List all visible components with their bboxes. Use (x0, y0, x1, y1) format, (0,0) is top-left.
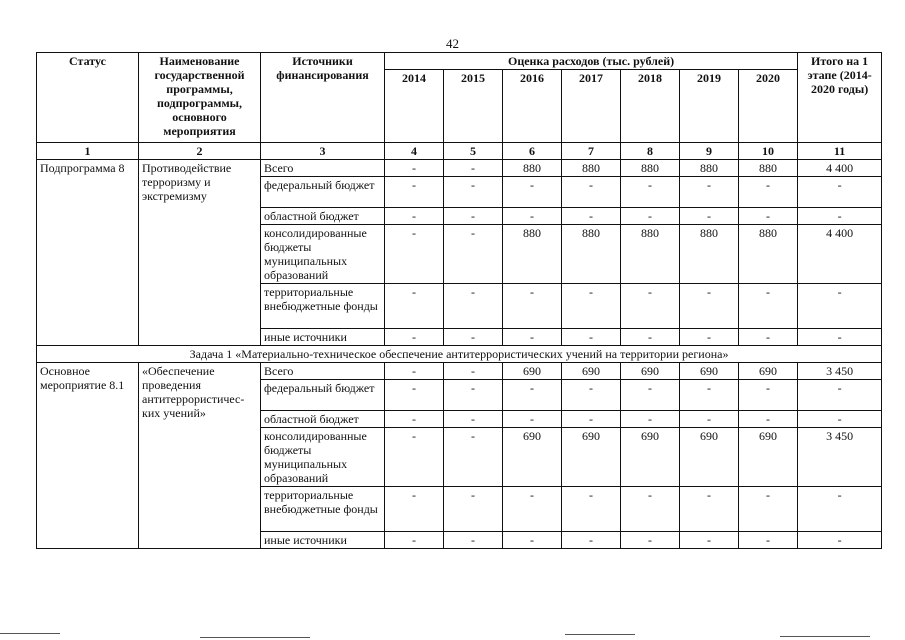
value-cell: - (503, 532, 562, 549)
column-number: 10 (739, 143, 798, 160)
total-cell: - (798, 487, 882, 532)
value-cell: 880 (680, 160, 739, 177)
source-cell: территориальные внебюджетные фонды (261, 284, 385, 329)
value-cell: 690 (621, 363, 680, 380)
value-cell: - (385, 487, 444, 532)
value-cell: - (503, 487, 562, 532)
budget-table (36, 52, 882, 549)
scan-mark (0, 633, 60, 634)
value-cell: - (739, 208, 798, 225)
header-status: Статус (37, 53, 139, 143)
column-number: 1 (37, 143, 139, 160)
task-row (37, 346, 882, 363)
scan-mark (200, 637, 310, 638)
column-number: 11 (798, 143, 882, 160)
value-cell: - (680, 532, 739, 549)
value-cell: - (739, 329, 798, 346)
value-cell: - (562, 208, 621, 225)
value-cell: 880 (503, 160, 562, 177)
year-header: 2020 (739, 70, 798, 143)
value-cell: 880 (739, 225, 798, 284)
status-cell: Основное мероприятие 8.1 (37, 363, 139, 549)
source-cell: областной бюджет (261, 208, 385, 225)
value-cell: - (739, 380, 798, 411)
value-cell: - (385, 177, 444, 208)
value-cell: - (621, 532, 680, 549)
value-cell: - (739, 532, 798, 549)
value-cell: - (444, 428, 503, 487)
year-header: 2014 (385, 70, 444, 143)
value-cell: - (621, 411, 680, 428)
value-cell: - (444, 160, 503, 177)
year-header: 2019 (680, 70, 739, 143)
source-cell: федеральный бюджет (261, 177, 385, 208)
page-number: 42 (446, 36, 459, 51)
value-cell: 690 (680, 428, 739, 487)
total-cell: - (798, 208, 882, 225)
source-cell: консолидированные бюджеты муниципальных образований (261, 225, 385, 284)
year-header: 2018 (621, 70, 680, 143)
scan-mark (780, 636, 870, 637)
value-cell: - (680, 329, 739, 346)
value-cell: - (444, 411, 503, 428)
main-activity-block (37, 363, 882, 549)
source-cell: консолидированные бюджеты муниципальных образований (261, 428, 385, 487)
source-cell: федеральный бюджет (261, 380, 385, 411)
column-number-row (37, 143, 882, 160)
total-cell: - (798, 284, 882, 329)
header-sources: Источники финансирования (261, 53, 385, 143)
value-cell: - (562, 284, 621, 329)
value-cell: - (385, 329, 444, 346)
source-cell: территориальные внебюджетные фонды (261, 487, 385, 532)
value-cell: - (621, 177, 680, 208)
total-cell: - (798, 380, 882, 411)
value-cell: - (562, 329, 621, 346)
value-cell: - (385, 225, 444, 284)
year-header: 2017 (562, 70, 621, 143)
value-cell: - (503, 380, 562, 411)
value-cell: 880 (621, 160, 680, 177)
value-cell: - (562, 177, 621, 208)
value-cell: - (444, 487, 503, 532)
value-cell: - (621, 487, 680, 532)
value-cell: - (385, 411, 444, 428)
table-row (37, 160, 882, 177)
source-cell: областной бюджет (261, 411, 385, 428)
value-cell: - (444, 363, 503, 380)
value-cell: - (680, 284, 739, 329)
value-cell: 880 (562, 225, 621, 284)
task-title: Задача 1 «Материально-техническое обеспечение антитеррористических учений на территории региона» (37, 346, 882, 363)
source-cell: Всего (261, 363, 385, 380)
value-cell: - (562, 532, 621, 549)
value-cell: - (385, 208, 444, 225)
program-name-cell: «Обеспечение проведения антитеррористичес-ких учений» (139, 363, 261, 549)
value-cell: 690 (739, 363, 798, 380)
total-cell: - (798, 411, 882, 428)
column-number: 6 (503, 143, 562, 160)
value-cell: 880 (680, 225, 739, 284)
header-expenses: Оценка расходов (тыс. рублей) (385, 53, 798, 70)
value-cell: 690 (562, 428, 621, 487)
total-cell: 3 450 (798, 428, 882, 487)
scan-mark (565, 634, 635, 635)
value-cell: - (385, 380, 444, 411)
value-cell: - (503, 411, 562, 428)
value-cell: 880 (621, 225, 680, 284)
subprogram-block (37, 160, 882, 346)
value-cell: - (680, 208, 739, 225)
value-cell: 690 (739, 428, 798, 487)
value-cell: - (503, 329, 562, 346)
value-cell: 690 (503, 428, 562, 487)
header-program-name: Наименование государственной программы, подпрограммы, основного мероприятия (139, 53, 261, 143)
column-number: 5 (444, 143, 503, 160)
value-cell: - (739, 284, 798, 329)
status-cell: Подпрограмма 8 (37, 160, 139, 346)
column-number: 9 (680, 143, 739, 160)
column-number: 3 (261, 143, 385, 160)
total-cell: 4 400 (798, 160, 882, 177)
value-cell: - (562, 411, 621, 428)
column-number: 2 (139, 143, 261, 160)
value-cell: - (621, 329, 680, 346)
value-cell: - (621, 380, 680, 411)
column-number: 8 (621, 143, 680, 160)
value-cell: 690 (562, 363, 621, 380)
total-cell: - (798, 329, 882, 346)
value-cell: - (680, 380, 739, 411)
value-cell: - (385, 284, 444, 329)
source-cell: иные источники (261, 532, 385, 549)
value-cell: - (385, 532, 444, 549)
header-total: Итого на 1 этапе (2014-2020 годы) (798, 53, 882, 143)
total-cell: - (798, 532, 882, 549)
value-cell: - (562, 380, 621, 411)
value-cell: - (503, 208, 562, 225)
header-row (37, 53, 882, 70)
value-cell: - (562, 487, 621, 532)
value-cell: - (621, 208, 680, 225)
value-cell: - (444, 329, 503, 346)
value-cell: 690 (680, 363, 739, 380)
value-cell: - (680, 177, 739, 208)
source-cell: Всего (261, 160, 385, 177)
column-number: 4 (385, 143, 444, 160)
value-cell: 880 (739, 160, 798, 177)
value-cell: 880 (562, 160, 621, 177)
value-cell: - (444, 284, 503, 329)
value-cell: - (680, 487, 739, 532)
value-cell: - (444, 532, 503, 549)
table-row (37, 363, 882, 380)
source-cell: иные источники (261, 329, 385, 346)
value-cell: 690 (621, 428, 680, 487)
value-cell: - (444, 225, 503, 284)
value-cell: - (739, 487, 798, 532)
year-header: 2016 (503, 70, 562, 143)
year-header: 2015 (444, 70, 503, 143)
total-cell: 3 450 (798, 363, 882, 380)
value-cell: - (385, 160, 444, 177)
value-cell: - (739, 177, 798, 208)
column-number: 7 (562, 143, 621, 160)
value-cell: 880 (503, 225, 562, 284)
value-cell: - (621, 284, 680, 329)
value-cell: - (503, 284, 562, 329)
value-cell: - (444, 177, 503, 208)
value-cell: - (385, 428, 444, 487)
value-cell: - (444, 208, 503, 225)
value-cell: - (444, 380, 503, 411)
total-cell: 4 400 (798, 225, 882, 284)
total-cell: - (798, 177, 882, 208)
program-name-cell: Противодействие терроризму и экстремизму (139, 160, 261, 346)
value-cell: - (503, 177, 562, 208)
value-cell: - (385, 363, 444, 380)
value-cell: - (739, 411, 798, 428)
value-cell: - (680, 411, 739, 428)
value-cell: 690 (503, 363, 562, 380)
